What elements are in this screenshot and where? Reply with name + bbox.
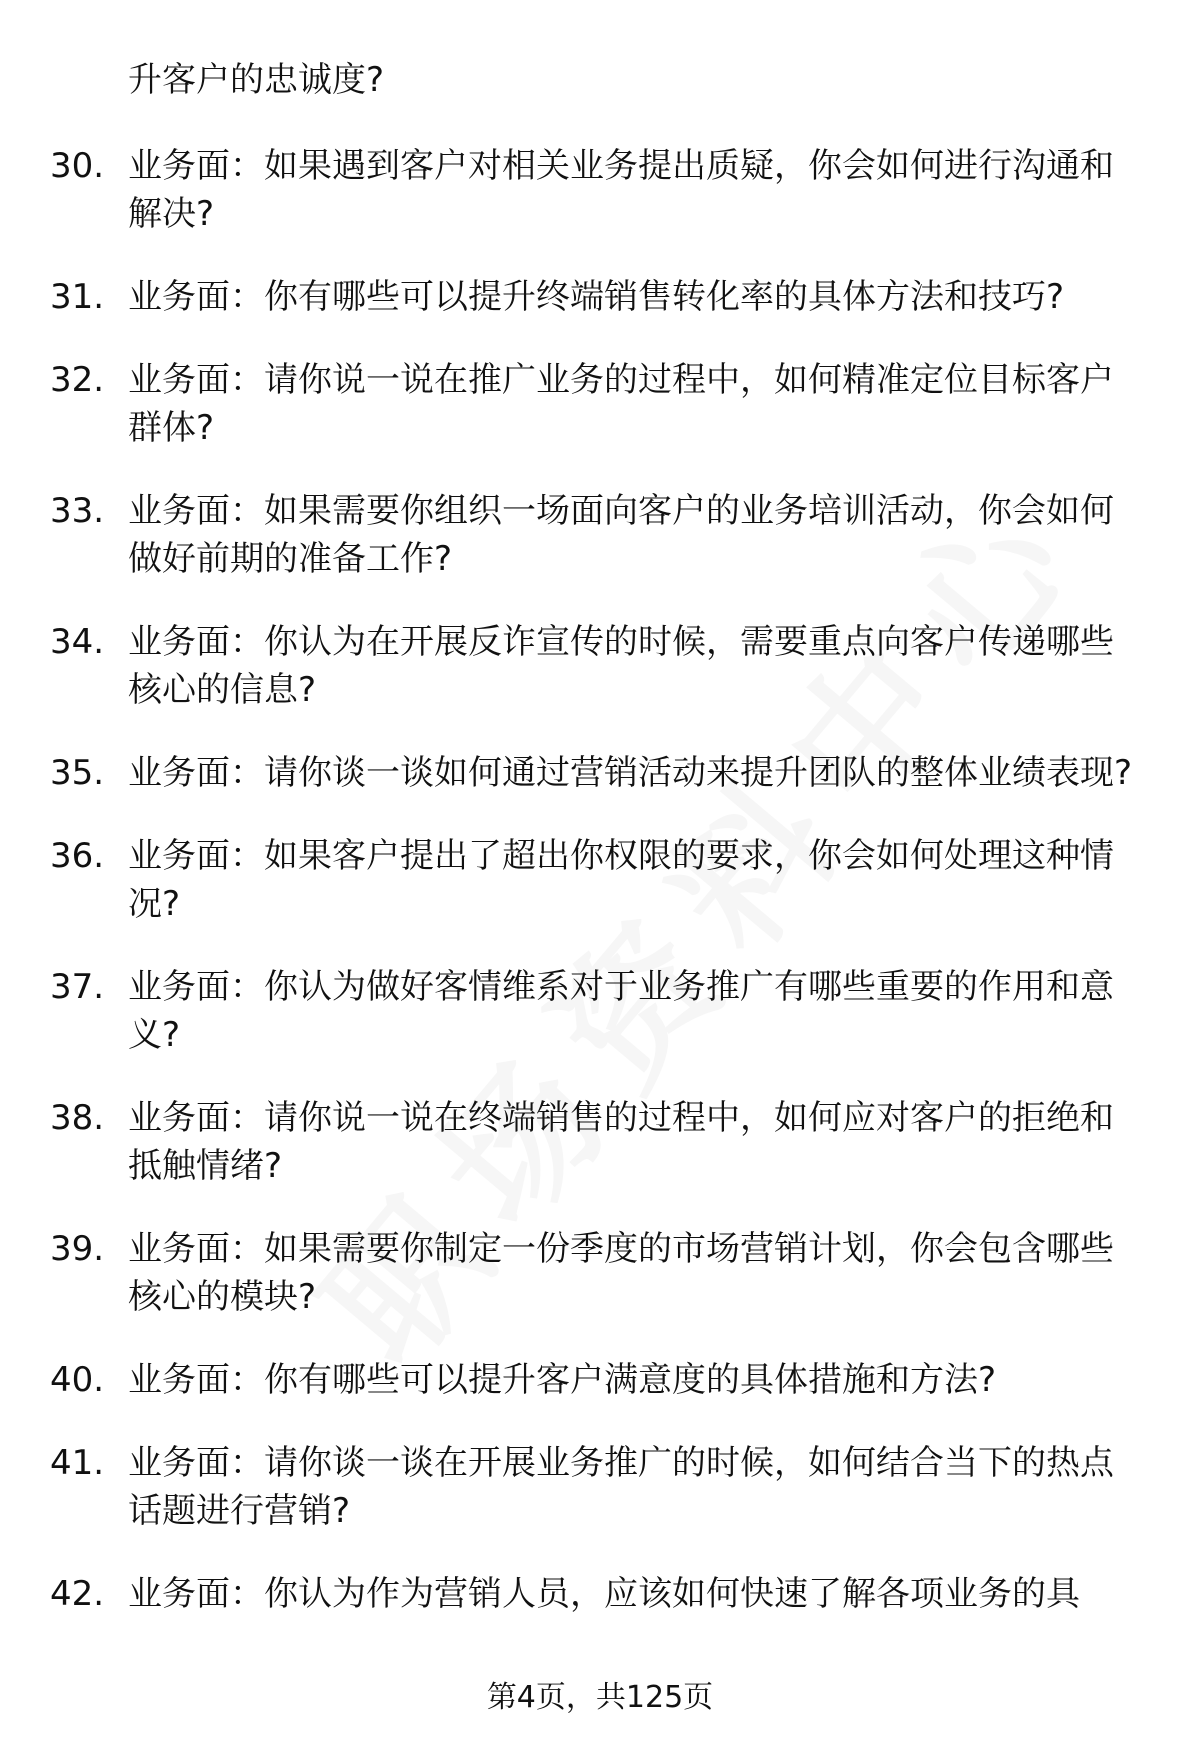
question-text: 业务面：你认为作为营销人员，应该如何快速了解各项业务的具 bbox=[128, 1574, 1080, 1614]
question-item bbox=[50, 1356, 1140, 1404]
question-item bbox=[50, 963, 1140, 1059]
question-number: 36. bbox=[50, 836, 105, 876]
question-text: 业务面：请你谈一谈在开展业务推广的时候，如何结合当下的热点话题进行营销? bbox=[128, 1443, 1114, 1531]
question-text: 业务面：你有哪些可以提升终端销售转化率的具体方法和技巧? bbox=[128, 277, 1065, 317]
question-item bbox=[50, 1094, 1140, 1190]
question-item bbox=[50, 142, 1140, 238]
question-text: 业务面：请你说一说在终端销售的过程中，如何应对客户的拒绝和抵触情绪? bbox=[128, 1098, 1114, 1186]
question-item bbox=[50, 487, 1140, 583]
question-item bbox=[50, 1570, 1140, 1618]
question-text: 业务面：如果遇到客户对相关业务提出质疑，你会如何进行沟通和解决? bbox=[128, 146, 1114, 234]
question-item bbox=[50, 618, 1140, 714]
question-text: 业务面：如果需要你制定一份季度的市场营销计划，你会包含哪些核心的模块? bbox=[128, 1229, 1114, 1317]
question-list bbox=[50, 56, 1140, 1653]
question-text: 业务面：你认为在开展反诈宣传的时候，需要重点向客户传递哪些核心的信息? bbox=[128, 622, 1114, 710]
question-item bbox=[50, 273, 1140, 321]
question-number: 34. bbox=[50, 622, 105, 662]
question-number: 33. bbox=[50, 491, 105, 531]
question-text: 业务面：请你说一说在推广业务的过程中，如何精准定位目标客户群体? bbox=[128, 360, 1114, 448]
question-number: 42. bbox=[50, 1574, 105, 1614]
continuation-text: 升客户的忠诚度? bbox=[128, 60, 385, 100]
question-item bbox=[50, 356, 1140, 452]
question-number: 40. bbox=[50, 1360, 105, 1400]
question-text: 业务面：如果需要你组织一场面向客户的业务培训活动，你会如何做好前期的准备工作? bbox=[128, 491, 1114, 579]
question-number: 39. bbox=[50, 1229, 105, 1269]
question-text: 业务面：请你谈一谈如何通过营销活动来提升团队的整体业绩表现? bbox=[128, 753, 1133, 793]
question-number: 37. bbox=[50, 967, 105, 1007]
question-number: 32. bbox=[50, 360, 105, 400]
question-item bbox=[50, 1225, 1140, 1321]
question-item bbox=[50, 832, 1140, 928]
question-text: 业务面：你认为做好客情维系对于业务推广有哪些重要的作用和意义? bbox=[128, 967, 1114, 1055]
question-number: 35. bbox=[50, 753, 105, 793]
question-text: 业务面：你有哪些可以提升客户满意度的具体措施和方法? bbox=[128, 1360, 997, 1400]
question-number: 30. bbox=[50, 146, 105, 186]
page-footer: 第4页，共125页 bbox=[486, 1680, 714, 1715]
question-item bbox=[50, 1439, 1140, 1535]
question-number: 41. bbox=[50, 1443, 105, 1483]
question-item bbox=[50, 749, 1140, 797]
question-number: 31. bbox=[50, 277, 105, 317]
question-text: 业务面：如果客户提出了超出你权限的要求，你会如何处理这种情况? bbox=[128, 836, 1114, 924]
question-number: 38. bbox=[50, 1098, 105, 1138]
